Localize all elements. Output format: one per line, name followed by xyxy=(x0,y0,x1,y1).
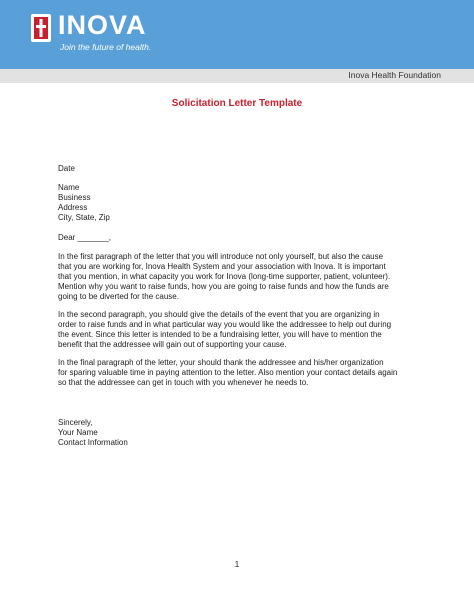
salutation: Dear _______, xyxy=(58,233,111,242)
paragraph-line: that you are working for, Inova Health System and your association with Inova. It is important xyxy=(58,262,386,271)
paragraph-line: In the final paragraph of the letter, your should thank the addressee and his/her organization xyxy=(58,358,384,367)
foundation-name: Inova Health Foundation xyxy=(348,70,441,80)
paragraph-line: In the second paragraph, you should give the details of the event that you are organizing in xyxy=(58,310,380,319)
closing-line: Sincerely, xyxy=(58,418,93,427)
paragraph-line: Mention why you want to raise funds, how you are going to raise funds and how the funds are xyxy=(58,282,389,291)
closing-line: Contact Information xyxy=(58,438,128,447)
paragraph-line: so that the addressee can get in touch with you whenever he needs to. xyxy=(58,378,309,387)
paragraph-line: benefit that the addressee will gain out of supporting your cause. xyxy=(58,340,287,349)
inova-logo-icon xyxy=(31,14,51,42)
address-line: Address xyxy=(58,203,88,212)
subheader-bar xyxy=(0,69,474,83)
page-number: 1 xyxy=(234,560,240,569)
paragraph-line: going to be diverted for the cause. xyxy=(58,292,179,301)
paragraph-line: In the first paragraph of the letter that you will introduce not only yourself, but also the cause xyxy=(58,252,384,261)
closing-block xyxy=(58,418,430,448)
paragraph-3 xyxy=(58,358,430,388)
closing-line: Your Name xyxy=(58,428,98,437)
date-line: Date xyxy=(58,164,75,173)
paragraph-2 xyxy=(58,310,430,350)
recipient-address xyxy=(58,183,430,223)
paragraph-line: order to raise funds and in what particular way you would like the addressee to help out during xyxy=(58,320,392,329)
paragraph-line: the event. Since this letter is intended to be a fundraising letter, you will have to mention the xyxy=(58,330,382,339)
paragraph-1 xyxy=(58,252,430,302)
paragraph-line: that you mention, in what capacity you work for Inova (long-time supporter, patient, volunteer). xyxy=(58,272,391,281)
address-line: Business xyxy=(58,193,91,202)
header-banner xyxy=(0,0,474,69)
brand-tagline: Join the future of health. xyxy=(60,42,152,52)
address-line: City, State, Zip xyxy=(58,213,110,222)
brand-name: INOVA xyxy=(58,10,147,40)
document-title: Solicitation Letter Template xyxy=(171,98,303,109)
paragraph-line: for sparing valuable time in paying attention to the letter. Also mention your contact details again xyxy=(58,368,398,377)
address-line: Name xyxy=(58,183,80,192)
